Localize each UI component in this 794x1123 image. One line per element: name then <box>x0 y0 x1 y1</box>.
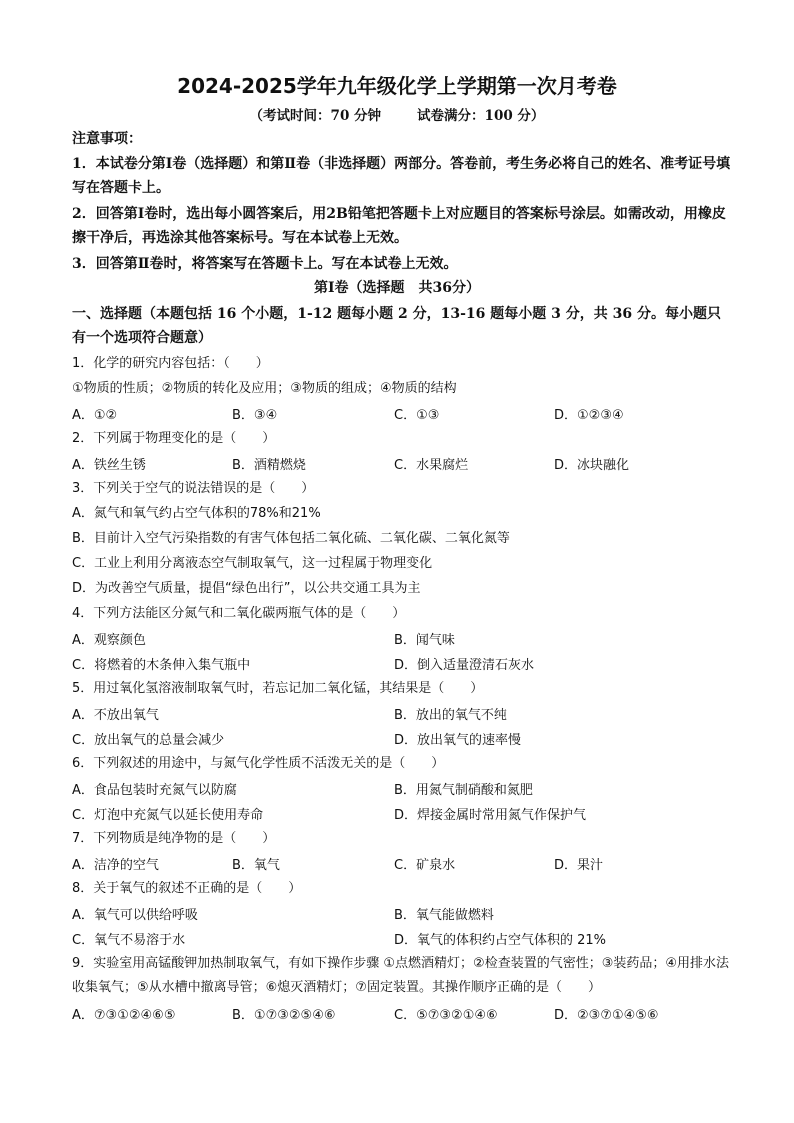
option: D．焊接金属时常用氮气作保护气 <box>394 808 587 823</box>
option: A．食品包装时充氮气以防腐 <box>72 783 237 798</box>
question-stem: 8．关于氧气的叙述不正确的是（ ） <box>72 881 302 896</box>
option: B．目前计入空气污染指数的有害气体包括二氧化硫、二氧化碳、二氧化氮等 <box>72 531 510 546</box>
option: D．冰块融化 <box>554 458 630 473</box>
option: A．⑦③①②④⑥⑤ <box>72 1008 176 1023</box>
option-row <box>72 804 742 824</box>
option: D．果汁 <box>554 858 604 873</box>
question-stem: 3．下列关于空气的说法错误的是（ ） <box>72 481 315 496</box>
question-stem: 4．下列方法能区分氮气和二氧化碳两瓶气体的是（ ） <box>72 606 406 621</box>
notice-heading: 注意事项： <box>72 131 142 147</box>
option: A．不放出氧气 <box>72 708 159 723</box>
exam-time: （考试时间：70 分钟 <box>249 108 382 124</box>
question-stem: 1．化学的研究内容包括：（ ） <box>72 356 269 371</box>
question-stem: 9．实验室用高锰酸钾加热制取氧气，有如下操作步骤 ①点燃酒精灯；②检查装置的气密性；③装药品；④用排水法收集氧气；⑤从水槽中撤离导管；⑥熄灭酒精灯；⑦固定装置。其操作顺序正确的是（ ） <box>72 956 730 995</box>
option: C．①③ <box>394 408 440 423</box>
option: B．③④ <box>232 408 278 423</box>
option-row <box>72 629 742 649</box>
question-stem: 7．下列物质是纯净物的是（ ） <box>72 831 276 846</box>
option: C．水果腐烂 <box>394 458 469 473</box>
option: B．闻气味 <box>394 633 455 648</box>
option-row <box>72 704 742 724</box>
option: D．①②③④ <box>554 408 624 423</box>
option: C．灯泡中充氮气以延长使用寿命 <box>72 808 264 823</box>
notice-item: 1．本试卷分第Ⅰ卷（选择题）和第Ⅱ卷（非选择题）两部分。答卷前，考生务必将自己的姓名、准考证号填写在答题卡上。 <box>72 156 731 196</box>
option: A．铁丝生锈 <box>72 458 146 473</box>
section-heading: 第Ⅰ卷（选择题 共36分） <box>313 280 481 296</box>
exam-subtitle <box>0 104 794 124</box>
option: C．将燃着的木条伸入集气瓶中 <box>72 658 251 673</box>
exam-title: 2024-2025学年九年级化学上学期第一次月考卷 <box>177 74 617 98</box>
question-stem: 5．用过氧化氢溶液制取氧气时，若忘记加二氧化锰，其结果是（ ） <box>72 681 484 696</box>
option: D．放出氧气的速率慢 <box>394 733 522 748</box>
notice-item: 2．回答第Ⅰ卷时，选出每小圆答案后，用2B铅笔把答题卡上对应题目的答案标号涂层。如需改动，用橡皮擦干净后，再选涂其他答案标号。写在本试卷上无效。 <box>72 206 726 246</box>
option: D．为改善空气质量，提倡“绿色出行”，以公共交通工具为主 <box>72 581 421 596</box>
option: A．观察颜色 <box>72 633 146 648</box>
option: B．酒精燃烧 <box>232 458 306 473</box>
part-heading: 一、选择题（本题包括 16 个小题，1-12 题每小题 2 分，13-16 题每小题 3 分，共 36 分。每小题只有一个选项符合题意） <box>72 306 721 346</box>
option-row <box>72 929 742 949</box>
option: B．氧气能做燃料 <box>394 908 494 923</box>
option: D．②③⑦①④⑤⑥ <box>554 1008 659 1023</box>
question-stem: 6．下列叙述的用途中，与氮气化学性质不活泼无关的是（ ） <box>72 756 445 771</box>
option-row <box>72 854 742 874</box>
option: A．洁净的空气 <box>72 858 159 873</box>
question-stem: 2．下列属于物理变化的是（ ） <box>72 431 276 446</box>
option-row <box>72 454 742 474</box>
option-row <box>72 729 742 749</box>
option: A．①② <box>72 408 118 423</box>
option: C．放出氧气的总量会减少 <box>72 733 225 748</box>
option: B．用氮气制硝酸和氮肥 <box>394 783 533 798</box>
option-row <box>72 654 742 674</box>
option: B．①⑦③②⑤④⑥ <box>232 1008 336 1023</box>
option-row <box>72 1004 742 1024</box>
option-row <box>72 779 742 799</box>
option: B．放出的氧气不纯 <box>394 708 507 723</box>
option: A．氧气可以供给呼吸 <box>72 908 198 923</box>
option-row <box>72 904 742 924</box>
option: A．氮气和氧气约占空气体积的78%和21% <box>72 506 321 521</box>
option: C．工业上利用分离液态空气制取氧气，这一过程属于物理变化 <box>72 556 433 571</box>
option: B．氧气 <box>232 858 280 873</box>
option: D．倒入适量澄清石灰水 <box>394 658 535 673</box>
question-extra: ①物质的性质；②物质的转化及应用；③物质的组成；④物质的结构 <box>72 381 457 396</box>
exam-score: 试卷满分：100 分） <box>417 108 545 124</box>
option: C．⑤⑦③②①④⑥ <box>394 1008 498 1023</box>
notice-item: 3．回答第Ⅱ卷时，将答案写在答题卡上。写在本试卷上无效。 <box>72 256 458 272</box>
option: C．氧气不易溶于水 <box>72 933 186 948</box>
option-row <box>72 404 742 424</box>
option: C．矿泉水 <box>394 858 456 873</box>
option: D．氧气的体积约占空气体积的 21% <box>394 933 607 948</box>
